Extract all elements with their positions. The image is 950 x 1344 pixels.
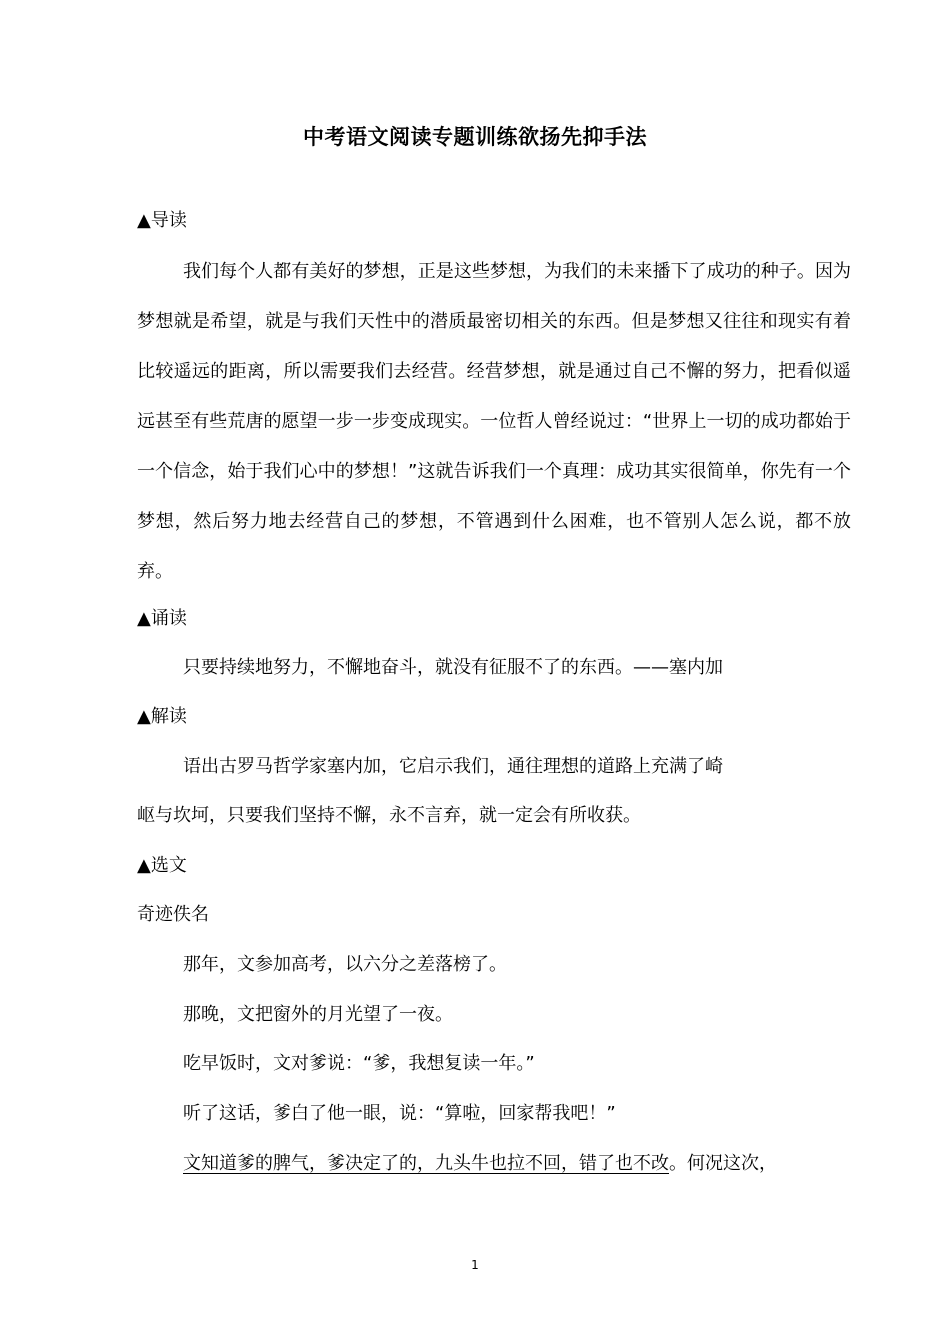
explain-line-1: 语出古罗马哲学家塞内加，它启示我们，通往理想的道路上充满了崎 [183,756,723,777]
story-line-5-rest: 。何况这次， [669,1153,777,1174]
section-heading-intro: ▲导读 [137,210,187,231]
story-line-5 [183,1149,777,1179]
intro-paragraph: 我们每个人都有美好的梦想，正是这些梦想，为我们的未来播下了成功的种子。因为梦想就是希望，就是与我们天性中的潜质最密切相关的东西。但是梦想又往往和现实有着比较遥远的距离，所以需要我们去经营。经营梦想，就是通过自己不懈的努力，把看似遥远甚至有些荒唐的愿望一步一步变成现实。一位哲人曾经说过：“世界上一切的成功都始于一个信念，始于我们心中的梦想！”这就告诉我们一个真理：成功其实很简单，你先有一个梦想，然后努力地去经营自己的梦想，不管遇到什么困难，也不管别人怎么说，都不放弃。 [137,261,851,582]
underlined-text: 文知道爹的脾气，爹决定了的，九头牛也拉不回，错了也不改 [183,1153,669,1174]
story-line-3: 吃早饭时，文对爹说：“爹，我想复读一年。” [183,1053,535,1074]
recite-quote: 只要持续地努力，不懈地奋斗，就没有征服不了的东西。——塞内加 [183,657,723,678]
section-heading-selection: ▲选文 [137,855,187,876]
document-title: 中考语文阅读专题训练欲扬先抑手法 [303,125,647,149]
section-heading-recite: ▲诵读 [137,608,187,629]
selection-author: 奇迹佚名 [137,904,209,925]
explain-line-2: 岖与坎坷，只要我们坚持不懈，永不言弃，就一定会有所收获。 [137,805,641,826]
page-number: 1 [471,1258,479,1272]
story-line-2: 那晚，文把窗外的月光望了一夜。 [183,1004,453,1025]
story-line-4: 听了这话，爹白了他一眼，说：“算啦，回家帮我吧！” [183,1103,616,1124]
section-heading-explain: ▲解读 [137,706,187,727]
story-line-1: 那年，文参加高考，以六分之差落榜了。 [183,954,507,975]
